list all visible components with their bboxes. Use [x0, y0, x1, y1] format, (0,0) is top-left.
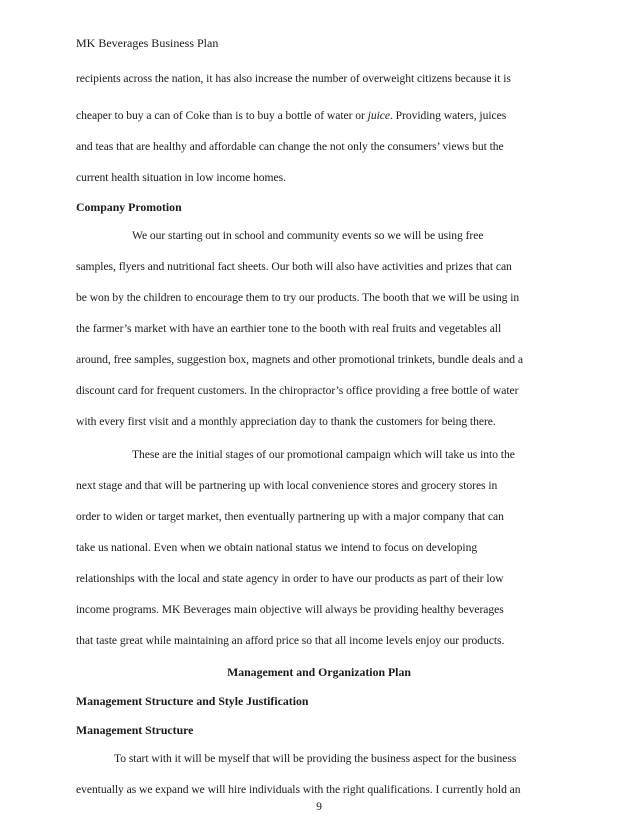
body-line — [76, 109, 506, 122]
body-line: eventually as we expand we will hire individuals with the right qualifications. I currently hold an — [76, 783, 521, 796]
section-heading-company-promotion: Company Promotion — [76, 200, 182, 214]
body-line: around, free samples, suggestion box, magnets and other promotional trinkets, bundle deals and a — [76, 353, 523, 366]
body-line: discount card for frequent customers. In the chiropractor’s office providing a free bottle of water — [76, 384, 519, 397]
running-header: MK Beverages Business Plan — [76, 36, 219, 50]
body-line: and teas that are healthy and affordable can change the not only the consumers’ views but the — [76, 140, 504, 153]
body-line: recipients across the nation, it has also increase the number of overweight citizens because it is — [76, 72, 511, 85]
text-span: . Providing waters, juices — [389, 109, 507, 122]
body-line: be won by the children to encourage them to try our products. The booth that we will be using in — [76, 291, 520, 304]
page-number: 9 — [316, 800, 322, 813]
body-line: income programs. MK Beverages main objective will always be providing healthy beverages — [76, 603, 504, 616]
body-line: the farmer’s market with have an earthier tone to the booth with real fruits and vegetables all — [76, 322, 502, 335]
body-line: samples, flyers and nutritional fact sheets. Our both will also have activities and prizes that can — [76, 260, 512, 273]
body-line: We our starting out in school and community events so we will be using free — [132, 229, 484, 242]
subheading-structure-style: Management Structure and Style Justification — [76, 694, 309, 708]
body-line: that taste great while maintaining an afford price so that all income levels enjoy our products. — [76, 634, 505, 647]
body-line: next stage and that will be partnering up with local convenience stores and grocery stores in — [76, 479, 498, 492]
subheading-structure: Management Structure — [76, 723, 194, 737]
body-line: with every first visit and a monthly appreciation day to thank the customers for being there. — [76, 415, 496, 428]
italic-text: juice — [367, 109, 390, 122]
section-title-management-organization: Management and Organization Plan — [227, 665, 411, 679]
body-line: To start with it will be myself that will be providing the business aspect for the business — [114, 752, 517, 765]
body-line: These are the initial stages of our promotional campaign which will take us into the — [132, 448, 515, 461]
text-span: cheaper to buy a can of Coke than is to buy a bottle of water or — [76, 109, 368, 122]
body-line: relationships with the local and state agency in order to have our products as part of their low — [76, 572, 504, 585]
body-line: take us national. Even when we obtain national status we intend to focus on developing — [76, 541, 478, 554]
body-line: current health situation in low income homes. — [76, 171, 286, 184]
body-line: order to widen or target market, then eventually partnering up with a major company that can — [76, 510, 504, 523]
